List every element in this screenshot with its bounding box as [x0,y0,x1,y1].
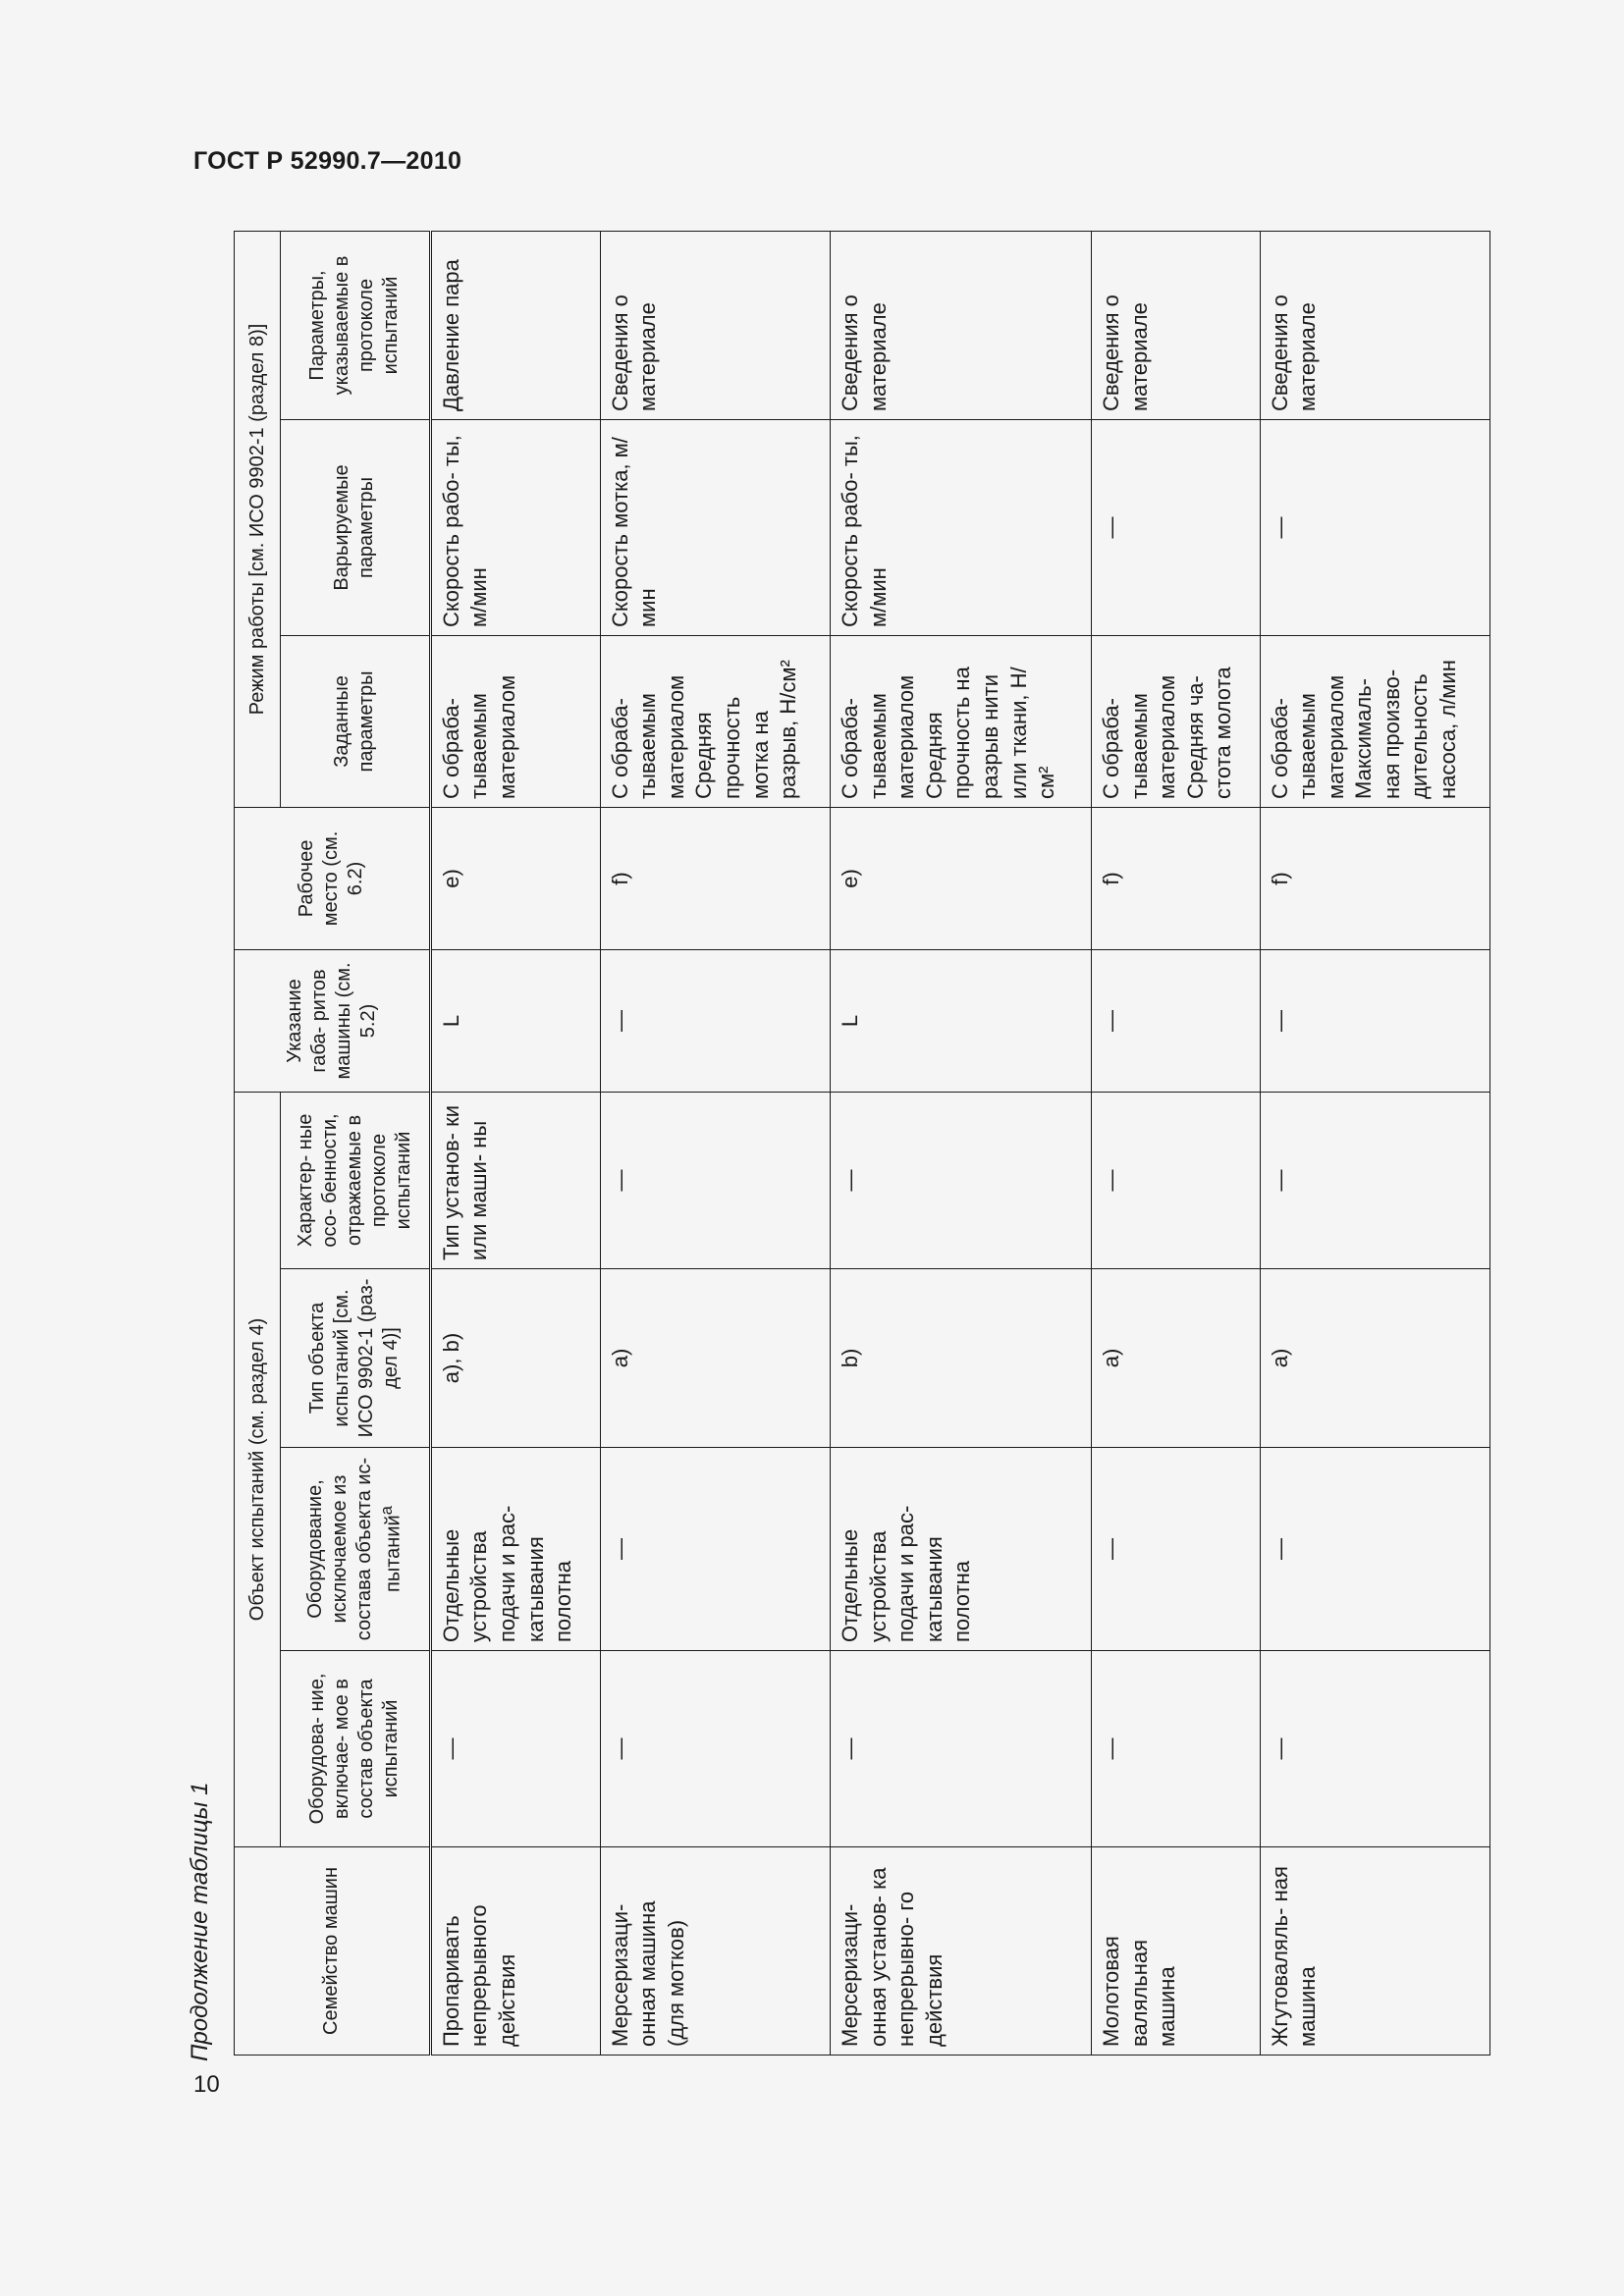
cell-dimensions: — [1260,949,1490,1092]
cell-type: a) [600,1269,830,1448]
cell-dimensions: — [1091,949,1260,1092]
cell-family: Мерсеризаци- онная машина (для мотков) [600,1847,830,2056]
header-included: Оборудова- ние, включае- мое в состав объекта испытаний [281,1651,431,1847]
document-title: ГОСТ Р 52990.7—2010 [193,147,462,175]
cell-included: — [600,1651,830,1847]
table-row [831,231,1092,2055]
footnote-marker: a [377,1506,397,1516]
cell-excluded: — [600,1448,830,1651]
cell-varied: Скорость рабо- ты, м/мин [430,419,600,635]
cell-features: Тип установ- ки или маши- ны [430,1092,600,1268]
cell-features: — [1091,1092,1260,1268]
cell-type: a) [1260,1269,1490,1448]
cell-set-params [1260,635,1490,807]
cell-reported: Давление пара [430,231,600,419]
cell-excluded: — [1091,1448,1260,1651]
table-row [1091,231,1260,2055]
cell-type: a) [1091,1269,1260,1448]
cell-family: Пропаривать непрерывного действия [430,1847,600,2056]
cell-included: — [1091,1651,1260,1847]
machine-families-table [234,231,1490,2056]
cell-set-params-text: С обраба- тываемым материалом Средняя прочность на разрыв нити или ткани, [838,667,1031,799]
header-dimensions: Указание габа- ритов машины (см. 5.2) [235,949,431,1092]
cell-reported: Сведения о материале [831,231,1092,419]
cell-set-params-text: С обраба- тываемым материалом [438,674,520,799]
header-excluded-text: Оборудование, исключаемое из состава объекта ис- пытаний [304,1457,405,1641]
cell-dimensions: L [831,949,1092,1092]
cell-reported: Сведения о материале [1260,231,1490,419]
cell-varied: Скорость рабо- ты, м/мин [831,419,1092,635]
cell-features: — [600,1092,830,1268]
table-row [1260,231,1490,2055]
header-group-operating-mode: Режим работы [см. ИСО 9902-1 (раздел 8)] [235,231,281,807]
cell-set-params-text: С обраба- тываемым материалом Максималь- ная произво- дительность насоса, л/мин [1267,660,1461,799]
cell-workplace: e) [831,807,1092,949]
cell-family: Жгутоваляль- ная машина [1260,1847,1490,2056]
cell-included: — [430,1651,600,1847]
cell-set-params [430,635,600,807]
header-workplace: Рабочее место (см. 6.2) [235,807,431,949]
header-set-params: Заданные параметры [281,635,431,807]
rotated-table-container [234,232,1490,2056]
cell-workplace: e) [430,807,600,949]
cell-workplace: f) [1091,807,1260,949]
cell-set-params-unit: Н/см² [776,660,801,715]
cell-set-params-text: С обраба- тываемым материалом Средняя прочность мотка на разрыв, [607,674,801,799]
cell-set-params [1091,635,1260,807]
table-row [430,231,600,2055]
header-varied: Варьируемые параметры [281,419,431,635]
cell-excluded: — [1260,1448,1490,1651]
header-type: Тип объекта испытаний [см. ИСО 9902-1 (раз- дел 4)] [281,1269,431,1448]
cell-family: Мерсеризаци- онная установ- ка непрерывно- го действия [831,1847,1092,2056]
cell-set-params-unit: Н/см² [1005,667,1059,799]
cell-excluded: Отдельные устройства подачи и рас- катывания полотна [831,1448,1092,1651]
cell-set-params-text: С обраба- тываемым материалом Средняя ча- стота молота [1098,667,1236,799]
cell-varied: Скорость мотка, м/мин [600,419,830,635]
header-reported: Параметры, указываемые в протоколе испытаний [281,231,431,419]
cell-set-params [600,635,830,807]
cell-features: — [1260,1092,1490,1268]
cell-features: — [831,1092,1092,1268]
cell-reported: Сведения о материале [1091,231,1260,419]
cell-included: — [831,1651,1092,1847]
cell-dimensions: — [600,949,830,1092]
table-caption: Продолжение таблицы 1 [187,1782,213,2061]
cell-workplace: f) [1260,807,1490,949]
header-features: Характер- ные осо- бенности, отражаемые в протоколе испытаний [281,1092,431,1268]
header-group-test-object: Объект испытаний (см. раздел 4) [235,1092,281,1846]
header-excluded [281,1448,431,1651]
page-number: 10 [193,2071,220,2098]
cell-included: — [1260,1651,1490,1847]
cell-set-params [831,635,1092,807]
cell-reported: Сведения о материале [600,231,830,419]
table-header-row [281,231,431,2055]
cell-dimensions: L [430,949,600,1092]
cell-excluded: Отдельные устройства подачи и рас- катывания полотна [430,1448,600,1651]
cell-varied: — [1091,419,1260,635]
table-row [600,231,830,2055]
cell-type: a), b) [430,1269,600,1448]
cell-type: b) [831,1269,1092,1448]
cell-varied: — [1260,419,1490,635]
cell-family: Молотовая валяльная машина [1091,1847,1260,2056]
table-header-group-row [235,231,281,2055]
cell-workplace: f) [600,807,830,949]
header-family: Семейство машин [235,1847,431,2056]
